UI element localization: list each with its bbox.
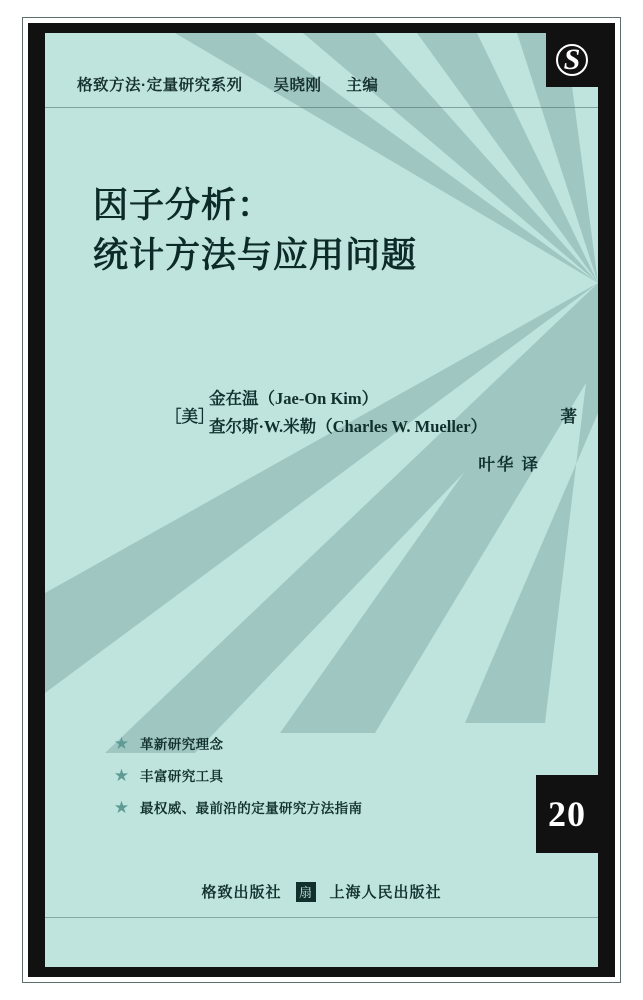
title-line-2: 统计方法与应用问题 bbox=[93, 235, 418, 275]
series-editor-name: 吴晓刚 bbox=[273, 77, 322, 94]
bullet-label: 最权威、最前沿的定量研究方法指南 bbox=[140, 801, 363, 816]
star-icon: ★ bbox=[113, 733, 130, 753]
publisher-seal-icon: 扇 bbox=[296, 882, 316, 902]
publisher-secondary: 上海人民出版社 bbox=[329, 885, 442, 901]
publisher-row bbox=[45, 881, 598, 902]
star-icon: ★ bbox=[113, 765, 130, 785]
series-editor-role: 主编 bbox=[346, 77, 379, 94]
list-item bbox=[113, 797, 513, 817]
volume-number-badge: 20 bbox=[536, 775, 598, 853]
author-line-2: 查尔斯·W.米勒（Charles W. Mueller） bbox=[209, 417, 488, 437]
series-divider bbox=[45, 107, 598, 108]
star-icon: ★ bbox=[113, 797, 130, 817]
publisher-primary: 格致出版社 bbox=[201, 885, 282, 901]
list-item bbox=[113, 733, 513, 753]
translator: 叶华 译 bbox=[478, 455, 540, 474]
bullet-label: 革新研究理念 bbox=[140, 737, 224, 752]
bullet-list bbox=[113, 733, 513, 829]
author-block bbox=[165, 385, 585, 441]
logo-glyph: S bbox=[556, 44, 588, 76]
page-title bbox=[93, 181, 533, 280]
bottom-divider bbox=[45, 917, 598, 918]
author-country: ［美］ bbox=[165, 407, 215, 426]
cover-page bbox=[45, 33, 598, 967]
publisher-logo bbox=[546, 33, 598, 87]
title-line-1: 因子分析： bbox=[93, 186, 274, 225]
list-item bbox=[113, 765, 513, 785]
series-label: 格致方法·定量研究系列 bbox=[77, 77, 243, 94]
author-suffix: 著 bbox=[560, 407, 577, 426]
author-line-1: 金在温（Jae-On Kim） bbox=[209, 389, 379, 408]
series-line bbox=[77, 73, 537, 95]
bullet-label: 丰富研究工具 bbox=[140, 769, 224, 784]
